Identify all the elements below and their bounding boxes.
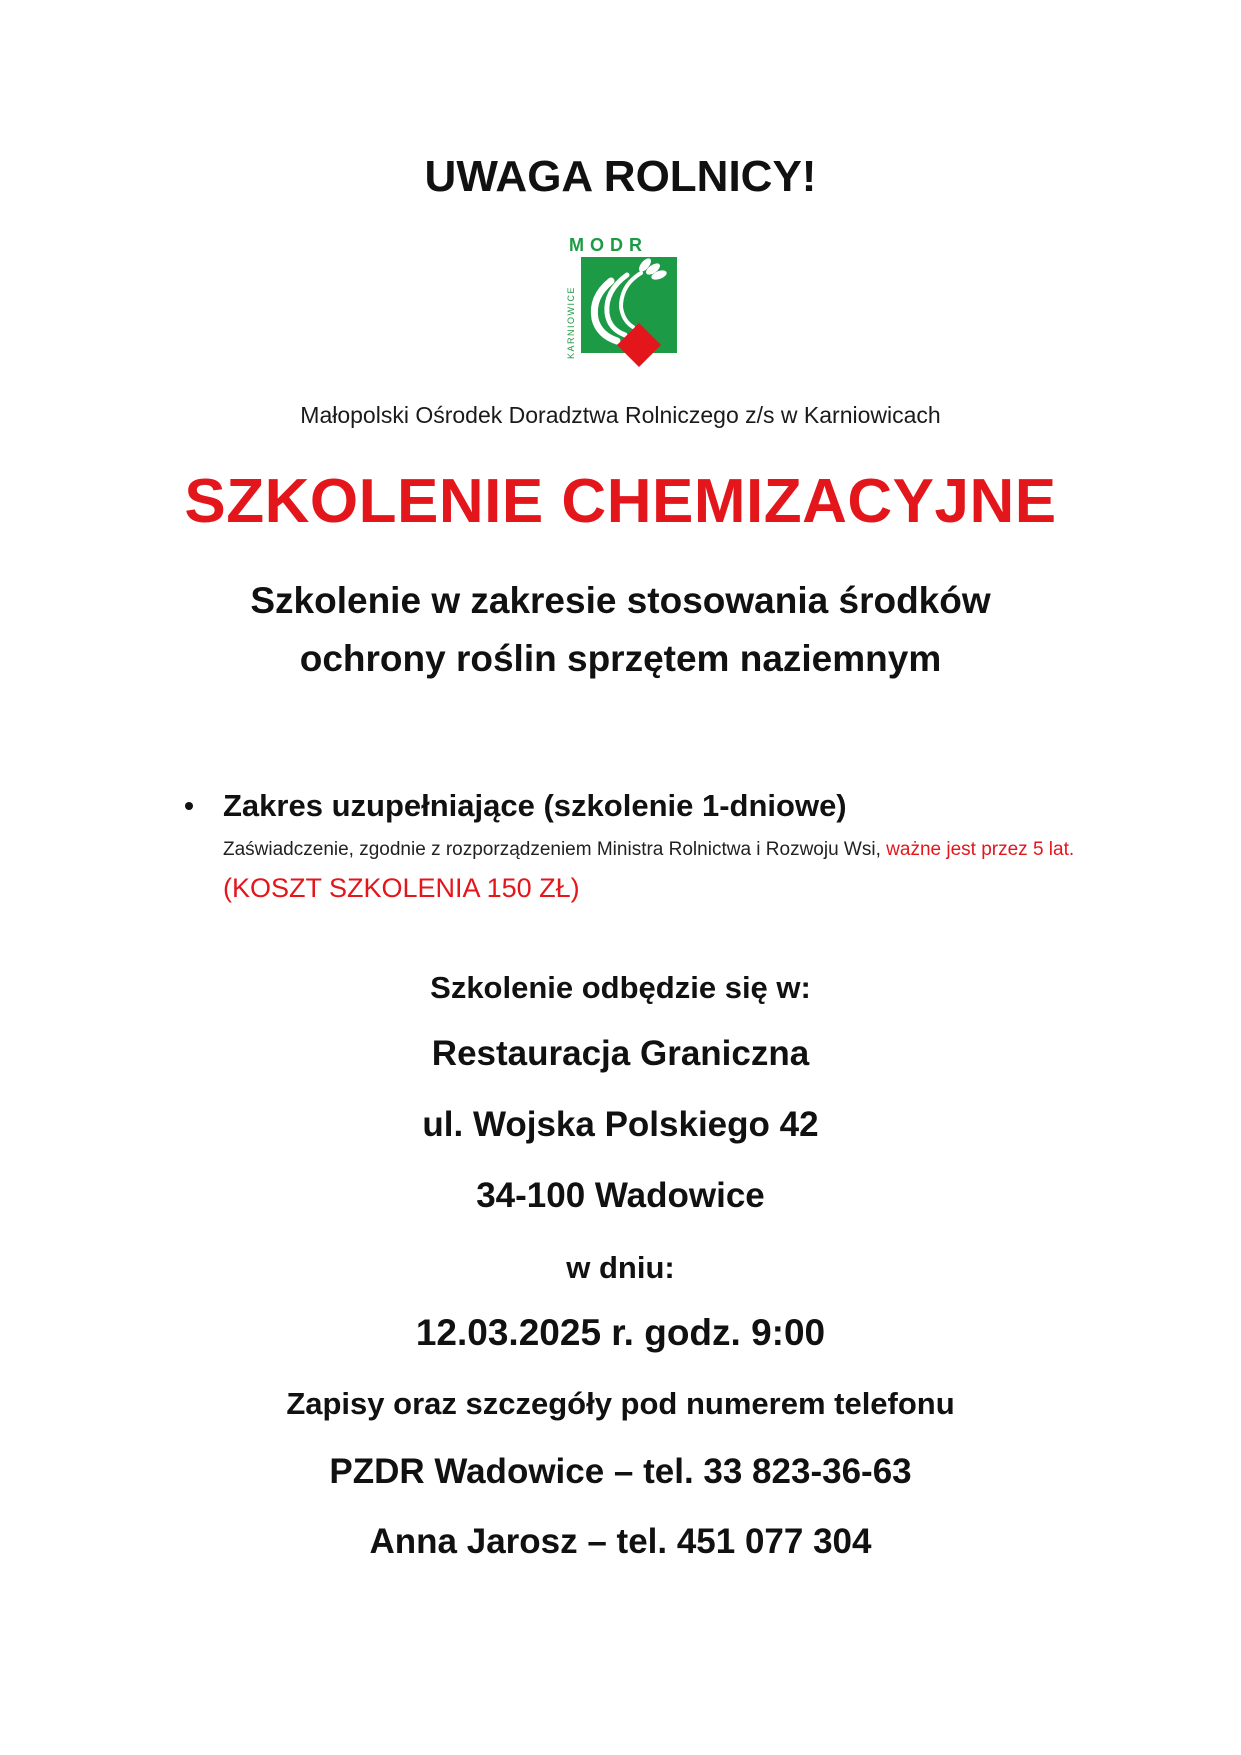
subtitle-line-2: ochrony roślin sprzętem naziemnym <box>299 638 942 679</box>
main-title: SZKOLENIE CHEMIZACYJNE <box>184 467 1057 536</box>
organization-name: Małopolski Ośrodek Doradztwa Rolniczego z/s w Karniowicach <box>300 402 941 428</box>
scope-description <box>223 830 1083 911</box>
venue-name: Restauracja Graniczna <box>431 1034 810 1073</box>
scope-title: Zakres uzupełniające (szkolenie 1-dniowe) <box>223 788 847 823</box>
venue-intro: Szkolenie odbędzie się w: <box>430 970 811 1005</box>
svg-text:MODR: MODR <box>569 235 648 255</box>
bullet-icon <box>185 802 193 810</box>
contact-line-1: PZDR Wadowice – tel. 33 823-36-63 <box>329 1452 912 1491</box>
scope-validity: ważne jest przez 5 lat. <box>886 839 1075 860</box>
date-intro: w dniu: <box>566 1250 675 1285</box>
modr-logo <box>561 233 683 379</box>
scope-text: Zaświadczenie, zgodnie z rozporządzeniem Ministra Rolnictwa i Rozwoju Wsi, <box>223 839 887 860</box>
contact-intro: Zapisy oraz szczegóły pod numerem telefonu <box>286 1386 955 1421</box>
heading: UWAGA ROLNICY! <box>424 152 817 201</box>
contact-line-2: Anna Jarosz – tel. 451 077 304 <box>369 1522 872 1561</box>
subtitle <box>0 572 1241 688</box>
date-value: 12.03.2025 r. godz. 9:00 <box>415 1312 826 1353</box>
subtitle-line-1: Szkolenie w zakresie stosowania środków <box>250 580 991 621</box>
venue-street: ul. Wojska Polskiego 42 <box>422 1105 819 1144</box>
venue-city: 34-100 Wadowice <box>476 1176 765 1215</box>
scope-cost: (KOSZT SZKOLENIA 150 ZŁ) <box>223 873 580 903</box>
svg-text:KARNIOWICE: KARNIOWICE <box>566 285 576 359</box>
